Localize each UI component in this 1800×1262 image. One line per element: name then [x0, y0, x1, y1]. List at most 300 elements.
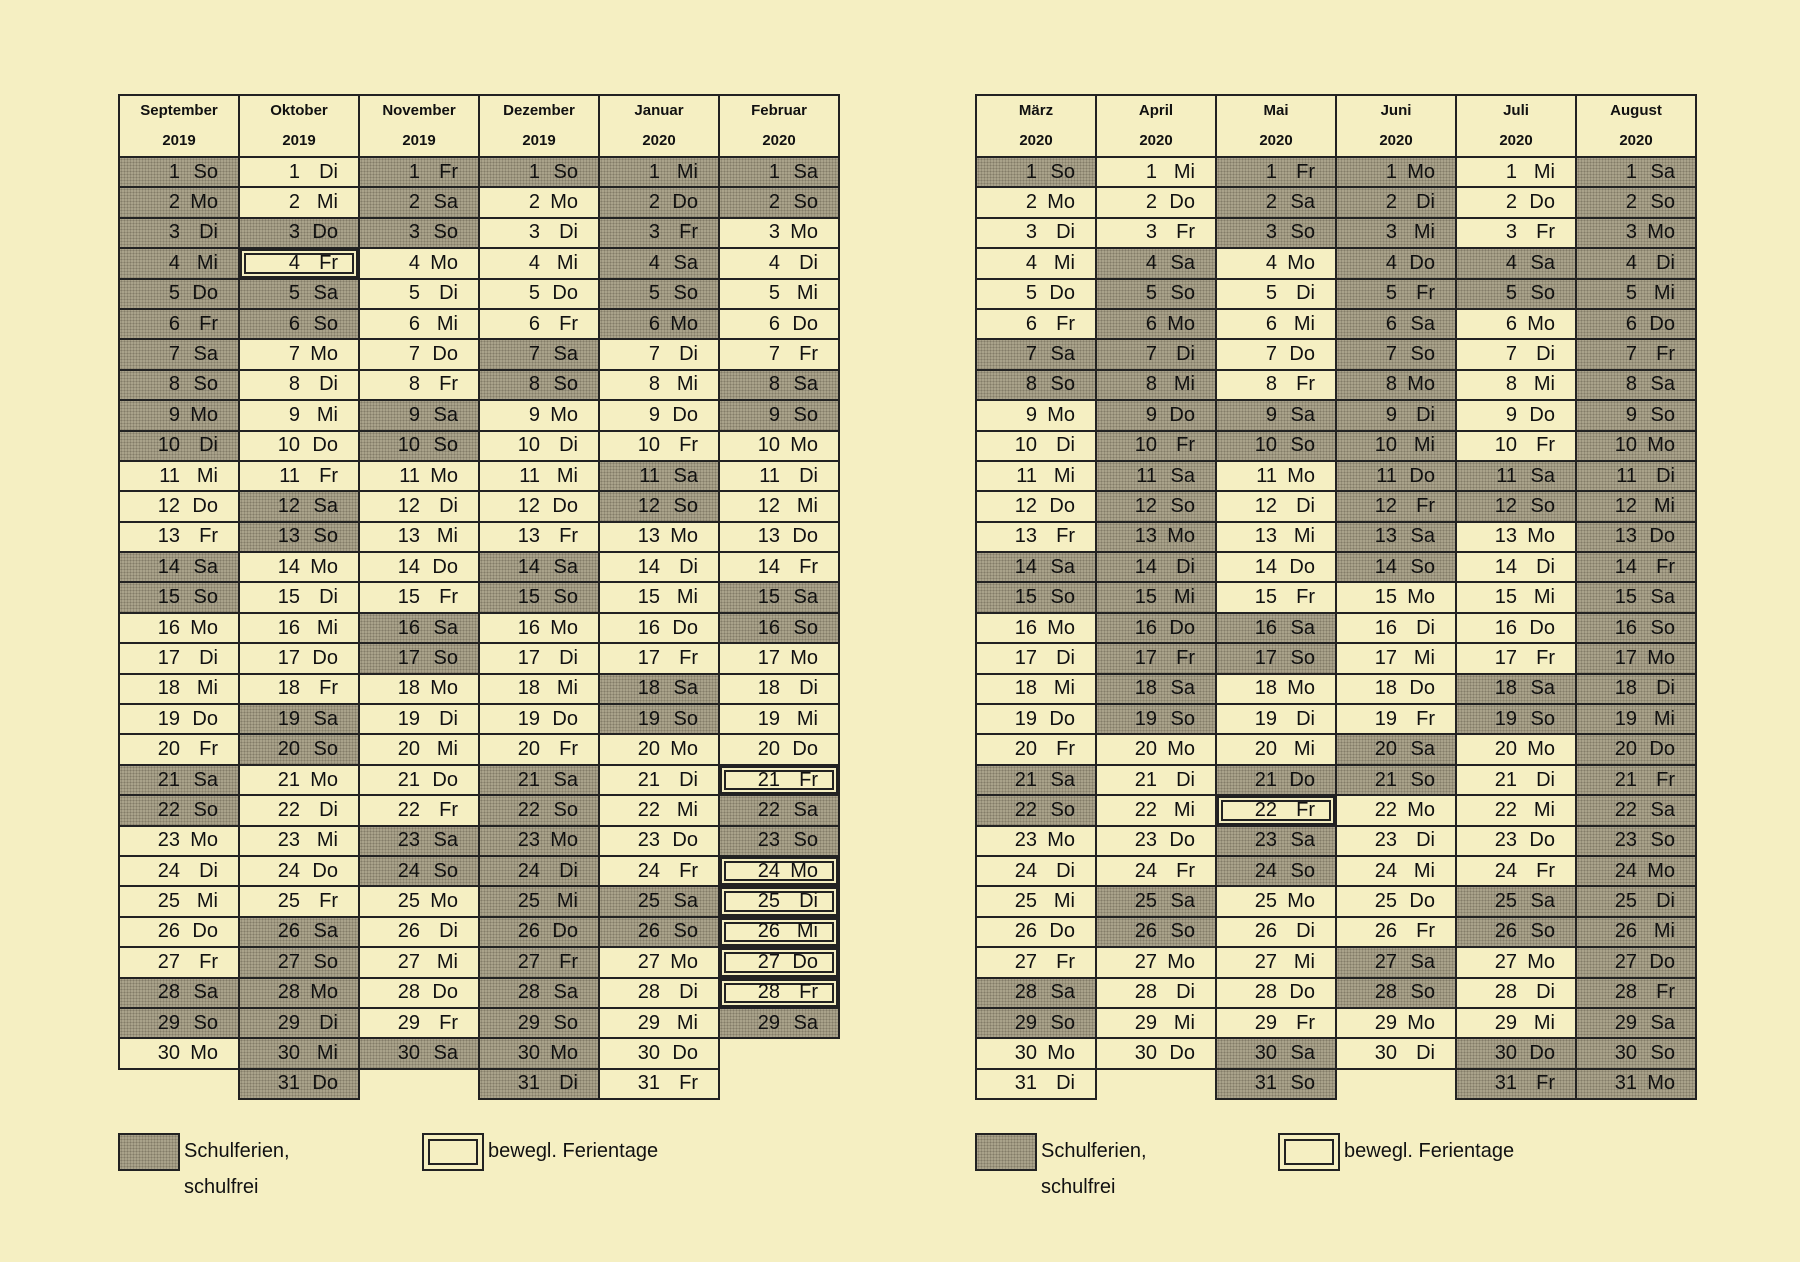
movable-holiday-cell: [719, 947, 839, 977]
movable-holiday-cell: [719, 765, 839, 795]
day-number: 15: [1374, 586, 1397, 609]
day-cell: [976, 704, 1096, 734]
day-cell: [976, 1038, 1096, 1068]
weekday: Di: [1536, 981, 1555, 1004]
day-cell: [1456, 218, 1576, 248]
weekday: Sa: [553, 981, 578, 1004]
day-number: 28: [1014, 981, 1037, 1004]
holiday-cell: [239, 947, 359, 977]
holiday-cell: [1216, 643, 1336, 673]
day-number: 4: [528, 251, 540, 274]
weekday: Di: [1176, 768, 1195, 791]
day-number: 29: [757, 1011, 780, 1034]
weekday: Do: [192, 707, 218, 730]
day-number: 20: [277, 738, 300, 761]
table-row: [119, 431, 839, 461]
weekday: Sa: [1410, 525, 1435, 548]
weekday: Mo: [430, 251, 458, 274]
day-cell: [359, 461, 479, 491]
day-cell: [1096, 157, 1216, 187]
day-number: 12: [517, 494, 540, 517]
weekday: Di: [1176, 981, 1195, 1004]
month-header: [1096, 95, 1216, 157]
weekday: Sa: [1410, 738, 1435, 761]
weekday: Di: [439, 282, 458, 305]
day-number: 26: [1614, 920, 1637, 943]
day-cell: [1456, 552, 1576, 582]
day-number: 1: [1265, 160, 1277, 183]
weekday: Mo: [1287, 890, 1315, 913]
day-number: 6: [1145, 312, 1157, 335]
holiday-cell: [1096, 491, 1216, 521]
day-number: 4: [768, 251, 780, 274]
weekday: Do: [1409, 251, 1435, 274]
weekday: So: [1650, 829, 1675, 852]
day-number: 8: [1505, 373, 1517, 396]
weekday: Mo: [1527, 738, 1555, 761]
day-number: 15: [397, 586, 420, 609]
day-cell: [479, 187, 599, 217]
day-cell: [359, 886, 479, 916]
weekday: So: [1050, 1011, 1075, 1034]
day-cell: [479, 674, 599, 704]
day-number: 25: [637, 890, 660, 913]
day-number: 27: [397, 950, 420, 973]
day-number: 12: [397, 494, 420, 517]
day-number: 26: [1254, 920, 1277, 943]
day-number: 14: [157, 555, 180, 578]
day-cell: [1336, 886, 1456, 916]
day-cell: [599, 370, 719, 400]
day-cell: [479, 522, 599, 552]
day-number: 23: [637, 829, 660, 852]
day-rows: [976, 157, 1696, 1099]
day-cell: [119, 704, 239, 734]
day-number: 3: [1025, 221, 1037, 244]
day-cell: [239, 795, 359, 825]
weekday: So: [433, 221, 458, 244]
day-number: 3: [168, 221, 180, 244]
day-number: 29: [1374, 1011, 1397, 1034]
weekday: Sa: [793, 160, 818, 183]
holiday-cell: [1456, 886, 1576, 916]
holiday-cell: [239, 1069, 359, 1099]
weekday: Fr: [1296, 373, 1315, 396]
day-cell: [479, 248, 599, 278]
holiday-cell: [1576, 218, 1696, 248]
table-row: [119, 917, 839, 947]
weekday: Sa: [1170, 677, 1195, 700]
weekday: So: [1290, 434, 1315, 457]
weekday: So: [553, 160, 578, 183]
holiday-cell: [599, 886, 719, 916]
weekday: Sa: [1530, 251, 1555, 274]
day-cell: [599, 643, 719, 673]
day-number: 8: [408, 373, 420, 396]
day-number: 31: [1494, 1072, 1517, 1095]
weekday: Sa: [433, 191, 458, 214]
weekday: Sa: [313, 920, 338, 943]
weekday: Fr: [199, 312, 218, 335]
day-cell: [1096, 1008, 1216, 1038]
day-number: 22: [1614, 798, 1637, 821]
weekday: Mi: [316, 616, 338, 639]
empty-cell: [359, 1069, 479, 1099]
day-cell: [239, 613, 359, 643]
weekday: Mi: [1533, 586, 1555, 609]
weekday: Fr: [199, 738, 218, 761]
weekday: Mo: [790, 646, 818, 669]
day-number: 24: [517, 859, 540, 882]
weekday: Mo: [550, 403, 578, 426]
day-cell: [1456, 187, 1576, 217]
day-number: 7: [1025, 343, 1037, 366]
holiday-cell: [599, 218, 719, 248]
day-number: 16: [637, 616, 660, 639]
day-number: 13: [1494, 525, 1517, 548]
day-number: 14: [1014, 555, 1037, 578]
day-number: 30: [1254, 1042, 1277, 1065]
table-row: [119, 218, 839, 248]
day-number: 27: [637, 950, 660, 973]
holiday-cell: [1216, 1038, 1336, 1068]
day-number: 19: [277, 707, 300, 730]
weekday: Di: [559, 859, 578, 882]
movable-holiday-cell: [239, 248, 359, 278]
day-number: 29: [157, 1011, 180, 1034]
day-number: 2: [1385, 191, 1397, 214]
day-cell: [1456, 400, 1576, 430]
day-number: 7: [1505, 343, 1517, 366]
weekday: Do: [1049, 707, 1075, 730]
weekday: Sa: [193, 555, 218, 578]
weekday: So: [673, 494, 698, 517]
weekday: Di: [1656, 251, 1675, 274]
weekday: Sa: [313, 282, 338, 305]
weekday: Mo: [790, 434, 818, 457]
day-number: 30: [1014, 1042, 1037, 1065]
holiday-cell: [359, 643, 479, 673]
day-number: 16: [1494, 616, 1517, 639]
day-cell: [1216, 674, 1336, 704]
weekday: Mo: [190, 616, 218, 639]
weekday: Fr: [679, 859, 698, 882]
day-cell: [479, 218, 599, 248]
weekday: Di: [679, 555, 698, 578]
day-number: 22: [1134, 798, 1157, 821]
day-number: 26: [397, 920, 420, 943]
day-cell: [119, 613, 239, 643]
day-number: 6: [528, 312, 540, 335]
weekday: Fr: [679, 1072, 698, 1095]
day-cell: [1456, 765, 1576, 795]
weekday: Mo: [1647, 646, 1675, 669]
day-number: 5: [1145, 282, 1157, 305]
table-row: [976, 978, 1696, 1008]
day-number: 12: [637, 494, 660, 517]
day-number: 26: [1134, 920, 1157, 943]
day-number: 5: [288, 282, 300, 305]
day-cell: [1216, 734, 1336, 764]
weekday: So: [1170, 494, 1195, 517]
weekday: Mo: [1047, 829, 1075, 852]
weekday: Do: [1529, 829, 1555, 852]
holiday-cell: [239, 704, 359, 734]
table-row: [119, 947, 839, 977]
day-number: 9: [1145, 403, 1157, 426]
day-number: 28: [157, 981, 180, 1004]
day-cell: [1456, 431, 1576, 461]
day-cell: [239, 886, 359, 916]
day-number: 20: [1614, 738, 1637, 761]
day-number: 8: [648, 373, 660, 396]
weekday: Fr: [1536, 859, 1555, 882]
day-number: 25: [277, 890, 300, 913]
day-number: 18: [517, 677, 540, 700]
day-cell: [239, 552, 359, 582]
table-row: [976, 248, 1696, 278]
day-number: 4: [1025, 251, 1037, 274]
weekday: So: [1650, 403, 1675, 426]
weekday: Fr: [1056, 950, 1075, 973]
day-number: 30: [637, 1042, 660, 1065]
weekday: Do: [552, 920, 578, 943]
weekday: Sa: [793, 373, 818, 396]
weekday: Mo: [1527, 525, 1555, 548]
day-cell: [1456, 370, 1576, 400]
day-number: 31: [637, 1072, 660, 1095]
weekday: Fr: [1296, 160, 1315, 183]
weekday: Fr: [799, 343, 818, 366]
day-cell: [976, 400, 1096, 430]
day-number: 20: [157, 738, 180, 761]
day-number: 1: [768, 160, 780, 183]
day-number: 10: [1254, 434, 1277, 457]
day-cell: [719, 734, 839, 764]
day-number: 13: [1014, 525, 1037, 548]
weekday: Mi: [556, 464, 578, 487]
day-number: 11: [1256, 464, 1277, 487]
weekday: So: [193, 160, 218, 183]
holiday-cell: [599, 917, 719, 947]
day-number: 23: [397, 829, 420, 852]
day-cell: [359, 522, 479, 552]
month-name: April: [1138, 102, 1174, 119]
holiday-cell: [479, 370, 599, 400]
day-number: 3: [528, 221, 540, 244]
day-number: 10: [397, 434, 420, 457]
legend-movable-right: [1278, 1133, 1514, 1171]
weekday: Sa: [673, 464, 698, 487]
weekday: Do: [1649, 738, 1675, 761]
day-number: 30: [517, 1042, 540, 1065]
table-row: [976, 1038, 1696, 1068]
day-cell: [719, 674, 839, 704]
weekday: Mi: [196, 677, 218, 700]
holiday-cell: [1456, 1069, 1576, 1099]
day-number: 5: [528, 282, 540, 305]
holiday-swatch: [975, 1133, 1037, 1171]
day-number: 14: [1254, 555, 1277, 578]
weekday: Mi: [1293, 312, 1315, 335]
weekday: So: [1290, 859, 1315, 882]
weekday: Do: [1529, 616, 1555, 639]
legend-holidays-label-2: schulfrei: [1041, 1176, 1116, 1198]
weekday: Sa: [1170, 251, 1195, 274]
day-number: 18: [1614, 677, 1637, 700]
weekday: Mi: [436, 525, 458, 548]
day-number: 22: [1254, 798, 1277, 821]
weekday: Sa: [1530, 890, 1555, 913]
day-number: 28: [277, 981, 300, 1004]
weekday: Mi: [1293, 738, 1315, 761]
weekday: Fr: [199, 525, 218, 548]
holiday-cell: [1096, 704, 1216, 734]
day-cell: [479, 491, 599, 521]
weekday: Mo: [550, 1042, 578, 1065]
day-number: 25: [397, 890, 420, 913]
day-cell: [119, 461, 239, 491]
table-row: [119, 400, 839, 430]
day-number: 28: [637, 981, 660, 1004]
month-header: [1576, 95, 1696, 157]
day-cell: [1336, 856, 1456, 886]
day-cell: [719, 309, 839, 339]
day-number: 22: [1014, 798, 1037, 821]
day-cell: [1336, 1038, 1456, 1068]
day-number: 27: [1254, 950, 1277, 973]
table-row: [119, 339, 839, 369]
holiday-cell: [976, 370, 1096, 400]
weekday: So: [1530, 707, 1555, 730]
holiday-cell: [1336, 187, 1456, 217]
day-number: 30: [1134, 1042, 1157, 1065]
holiday-cell: [719, 1008, 839, 1038]
table-row: [976, 187, 1696, 217]
day-cell: [239, 856, 359, 886]
day-number: 22: [517, 798, 540, 821]
weekday: Mo: [190, 1042, 218, 1065]
month-year: 2020: [1499, 132, 1533, 149]
day-number: 10: [1134, 434, 1157, 457]
weekday: Mo: [1047, 403, 1075, 426]
day-number: 27: [757, 950, 780, 973]
day-number: 3: [288, 221, 300, 244]
weekday: Do: [312, 221, 338, 244]
day-cell: [1096, 826, 1216, 856]
month-name: September: [140, 102, 218, 119]
weekday: So: [1650, 1042, 1675, 1065]
weekday: Fr: [1296, 1011, 1315, 1034]
day-cell: [359, 734, 479, 764]
weekday: Do: [432, 768, 458, 791]
holiday-cell: [1336, 431, 1456, 461]
day-cell: [1216, 552, 1336, 582]
day-number: 17: [277, 646, 300, 669]
day-number: 14: [517, 555, 540, 578]
holiday-cell: [1096, 339, 1216, 369]
weekday: Sa: [1650, 798, 1675, 821]
day-cell: [599, 613, 719, 643]
weekday: Mi: [1053, 251, 1075, 274]
empty-cell: [719, 1069, 839, 1099]
day-number: 24: [757, 859, 780, 882]
day-number: 26: [1494, 920, 1517, 943]
day-number: 8: [288, 373, 300, 396]
day-cell: [479, 400, 599, 430]
weekday: Fr: [319, 890, 338, 913]
holiday-cell: [1576, 734, 1696, 764]
weekday: Sa: [673, 890, 698, 913]
legend-holidays-left: [118, 1133, 290, 1205]
weekday: Do: [1289, 768, 1315, 791]
weekday: Mo: [1167, 950, 1195, 973]
holiday-cell: [1216, 157, 1336, 187]
holiday-cell: [719, 400, 839, 430]
weekday: Mo: [1047, 191, 1075, 214]
day-number: 21: [277, 768, 300, 791]
weekday: Sa: [1290, 616, 1315, 639]
day-number: 30: [1494, 1042, 1517, 1065]
weekday: So: [1170, 707, 1195, 730]
day-number: 29: [397, 1011, 420, 1034]
legend-movable-label: bewegl. Ferientage: [1344, 1140, 1515, 1162]
day-number: 10: [517, 434, 540, 457]
weekday: Do: [672, 191, 698, 214]
weekday: Di: [1176, 343, 1195, 366]
holiday-cell: [1096, 582, 1216, 612]
legend-holidays-label: Schulferien,: [184, 1140, 290, 1162]
table-row: [119, 826, 839, 856]
day-cell: [119, 1038, 239, 1068]
day-number: 13: [1374, 525, 1397, 548]
day-number: 24: [277, 859, 300, 882]
holiday-cell: [239, 917, 359, 947]
day-number: 2: [768, 191, 780, 214]
weekday: So: [793, 403, 818, 426]
day-number: 26: [277, 920, 300, 943]
day-number: 25: [1374, 890, 1397, 913]
month-header: [599, 95, 719, 157]
table-row: [119, 765, 839, 795]
holiday-cell: [1576, 461, 1696, 491]
day-number: 1: [408, 160, 420, 183]
weekday: Mo: [430, 677, 458, 700]
day-number: 1: [168, 160, 180, 183]
month-header-row: [119, 95, 839, 157]
day-cell: [1456, 309, 1576, 339]
weekday: Fr: [439, 586, 458, 609]
day-cell: [479, 431, 599, 461]
holiday-cell: [1216, 765, 1336, 795]
weekday: Fr: [1056, 738, 1075, 761]
day-cell: [1096, 978, 1216, 1008]
day-number: 29: [1614, 1011, 1637, 1034]
day-number: 22: [757, 798, 780, 821]
table-row: [119, 734, 839, 764]
weekday: So: [553, 586, 578, 609]
weekday: Di: [1416, 191, 1435, 214]
day-number: 7: [408, 343, 420, 366]
holiday-cell: [1096, 886, 1216, 916]
day-number: 23: [277, 829, 300, 852]
holiday-cell: [1216, 187, 1336, 217]
weekday: Mo: [1287, 464, 1315, 487]
holiday-cell: [119, 795, 239, 825]
day-cell: [239, 765, 359, 795]
day-number: 15: [637, 586, 660, 609]
day-number: 9: [768, 403, 780, 426]
